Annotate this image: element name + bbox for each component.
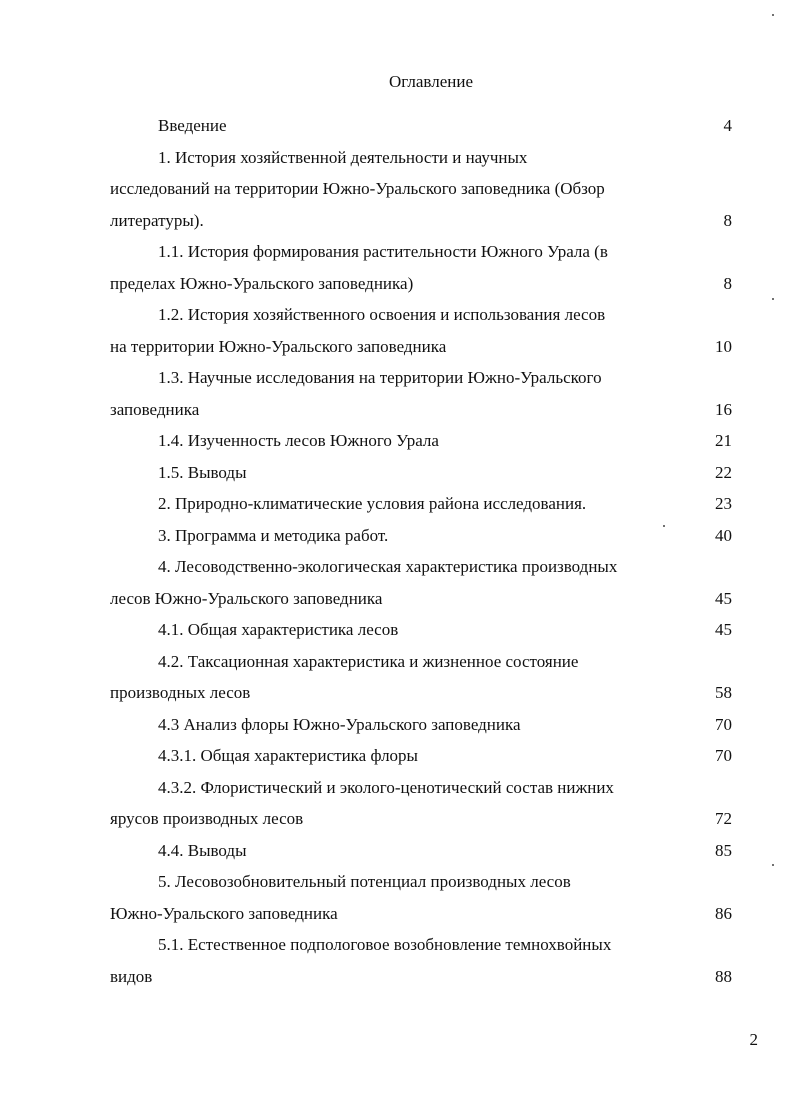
toc-line — [110, 803, 732, 835]
toc-line — [110, 929, 732, 961]
scan-speck — [663, 525, 665, 527]
toc-entry-page: 45 — [715, 620, 732, 639]
scan-speck — [772, 14, 774, 16]
toc-line — [110, 520, 732, 552]
toc-line — [110, 740, 732, 772]
toc-entry — [110, 362, 732, 425]
toc-entry — [110, 646, 732, 709]
toc-entry-page: 8 — [723, 273, 732, 293]
toc-line — [110, 299, 732, 331]
toc-entry-page: 85 — [715, 840, 732, 860]
toc-entry-text: Введение — [158, 116, 227, 135]
toc-line — [110, 394, 732, 426]
toc-entry — [110, 740, 732, 772]
toc-entry-text: производных лесов — [110, 683, 251, 702]
toc-line — [110, 362, 732, 394]
toc-entry-page: 40 — [715, 525, 732, 545]
toc-line — [110, 583, 732, 615]
toc-entry-page: 8 — [723, 210, 732, 230]
toc-line — [110, 268, 732, 300]
toc-line — [110, 961, 732, 993]
toc-line — [110, 173, 732, 205]
toc-entry-text: 5. Лесовозобновительный потенциал производных лесов — [158, 872, 571, 891]
toc-entry — [110, 299, 732, 362]
toc-entry — [110, 520, 732, 552]
scan-speck — [772, 864, 774, 866]
toc-line — [110, 835, 732, 867]
toc-line — [110, 614, 732, 646]
toc-entry-text: 1.5. Выводы — [158, 462, 247, 482]
toc-entry-page: 16 — [715, 399, 732, 419]
toc-line — [110, 236, 732, 268]
toc-entry-text: исследований на территории Южно-Уральского заповедника (Обзор — [110, 179, 605, 198]
toc-entry — [110, 488, 732, 520]
toc-entry-page: 70 — [715, 746, 732, 765]
toc-entry-text: на территории Южно-Уральского заповедника — [110, 336, 447, 356]
toc-entry-page: 10 — [715, 336, 732, 356]
toc-entry-page: 58 — [715, 683, 732, 702]
toc-entry-text: 3. Программа и методика работ. — [158, 525, 389, 545]
toc-entry — [110, 236, 732, 299]
toc-entry-text: 1.3. Научные исследования на территории Южно-Уральского — [158, 368, 602, 387]
toc-entry-text: 2. Природно-климатические условия района исследования. — [158, 494, 587, 513]
toc-entry-text: 1.4. Изученность лесов Южного Урала — [158, 431, 439, 450]
scan-speck — [772, 298, 774, 300]
toc-entry-text: 5.1. Естественное подпологовое возобновление темнохвойных — [158, 935, 612, 954]
toc-entry-text: Южно-Уральского заповедника — [110, 903, 338, 923]
toc-line — [110, 772, 732, 804]
toc-entry — [110, 457, 732, 489]
toc-entry-text: 4.3.1. Общая характеристика флоры — [158, 746, 418, 765]
toc-entry — [110, 929, 732, 992]
toc-entry-text: 4. Лесоводственно-экологическая характеристика производных — [158, 557, 618, 576]
toc-entry-page: 4 — [723, 116, 732, 135]
toc-entry-text: пределах Южно-Уральского заповедника) — [110, 273, 414, 293]
toc-entry — [110, 425, 732, 457]
toc-entry — [110, 835, 732, 867]
toc-line — [110, 110, 732, 142]
toc-entry — [110, 866, 732, 929]
toc-entry-page: 70 — [715, 714, 732, 734]
toc-line — [110, 142, 732, 174]
toc-entry-text: лесов Южно-Уральского заповедника — [110, 588, 383, 608]
page-number: 2 — [749, 1030, 758, 1049]
toc-entry-text: 4.4. Выводы — [158, 840, 247, 860]
toc-entry-text: 4.3.2. Флористический и эколого-ценотический состав нижних — [158, 777, 614, 797]
toc-line — [110, 866, 732, 898]
toc-entry — [110, 142, 732, 237]
toc-entry — [110, 614, 732, 646]
table-of-contents — [110, 110, 732, 992]
toc-entry-text: 1.2. История хозяйственного освоения и использования лесов — [158, 305, 606, 324]
toc-entry-text: видов — [110, 966, 153, 986]
toc-entry-text: 1.1. История формирования растительности Южного Урала (в — [158, 242, 608, 261]
toc-entry-page: 45 — [715, 588, 732, 608]
toc-line — [110, 457, 732, 489]
toc-line — [110, 488, 732, 520]
toc-entry-page: 22 — [715, 462, 732, 482]
toc-entry-text: ярусов производных лесов — [110, 809, 304, 828]
toc-line — [110, 677, 732, 709]
toc-entry-text: 4.3 Анализ флоры Южно-Уральского заповедника — [158, 714, 521, 734]
toc-entry-page: 21 — [715, 431, 732, 450]
toc-entry-page: 72 — [715, 809, 732, 828]
toc-line — [110, 331, 732, 363]
toc-entry-page: 23 — [715, 494, 732, 513]
toc-entry-text: заповедника — [110, 399, 200, 419]
toc-entry — [110, 772, 732, 835]
toc-line — [110, 205, 732, 237]
toc-line — [110, 551, 732, 583]
toc-entry-text: 4.1. Общая характеристика лесов — [158, 620, 399, 639]
toc-line — [110, 709, 732, 741]
toc-entry-page: 88 — [715, 966, 732, 986]
toc-line — [110, 898, 732, 930]
toc-entry-page: 86 — [715, 903, 732, 923]
toc-line — [110, 425, 732, 457]
toc-line — [110, 646, 732, 678]
page-title: Оглавление — [389, 72, 473, 91]
toc-entry-text: литературы). — [110, 210, 204, 230]
toc-entry — [110, 551, 732, 614]
toc-entry-text: 1. История хозяйственной деятельности и научных — [158, 147, 528, 167]
toc-entry — [110, 110, 732, 142]
toc-entry-text: 4.2. Таксационная характеристика и жизненное состояние — [158, 651, 579, 671]
toc-entry — [110, 709, 732, 741]
